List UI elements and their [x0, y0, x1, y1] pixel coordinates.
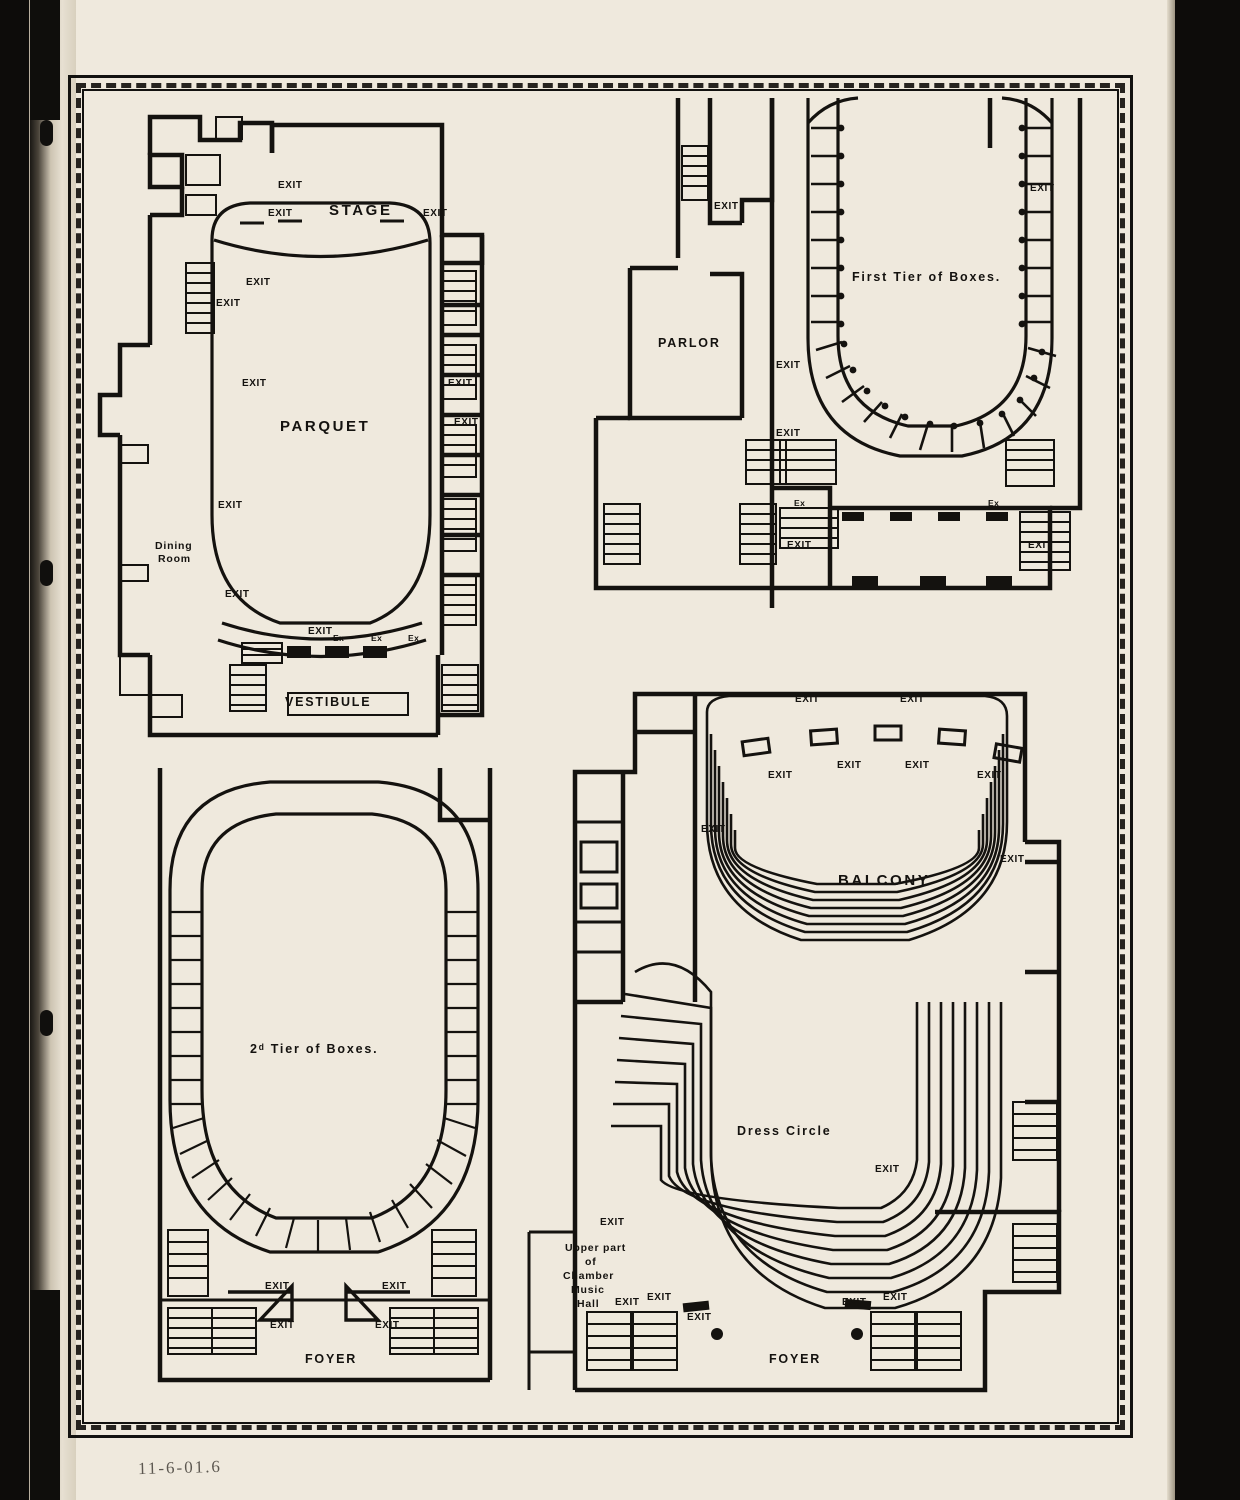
- exit-label: Ex: [333, 633, 345, 643]
- exit-label: EXIT: [787, 540, 812, 551]
- stage-label: STAGE: [329, 202, 393, 219]
- parquet-label: PARQUET: [280, 418, 371, 435]
- chamber-music-hall-label: Upper part: [565, 1242, 627, 1254]
- exit-label: Ex: [408, 633, 420, 643]
- exit-label: EXIT: [1000, 854, 1025, 865]
- second-tier-title: 2ᵈ Tier of Boxes.: [250, 1042, 379, 1056]
- pencil-annotation: 11-6-01.6: [137, 1456, 223, 1479]
- page-edge: [1167, 0, 1175, 1500]
- plan-balcony-dress-circle: [515, 672, 1075, 1412]
- exit-label: EXIT: [265, 1281, 290, 1292]
- exit-label: EXIT: [242, 378, 267, 389]
- exit-label: EXIT: [615, 1297, 640, 1308]
- parlor-label: PARLOR: [658, 336, 721, 350]
- foyer-label-left: FOYER: [305, 1352, 358, 1366]
- exit-label: EXIT: [647, 1292, 672, 1303]
- exit-label: EXIT: [216, 298, 241, 309]
- exit-label: EXIT: [268, 208, 293, 219]
- exit-label: EXIT: [977, 770, 1002, 781]
- exit-label: EXIT: [375, 1320, 400, 1331]
- exit-label: Ex: [988, 498, 1000, 508]
- chamber-music-hall-label-3: Chamber: [563, 1270, 615, 1282]
- exit-label: Ex: [371, 633, 383, 643]
- exit-label: Ex: [794, 498, 806, 508]
- exit-label: EXIT: [714, 201, 739, 212]
- balcony-label: BALCONY: [838, 872, 931, 889]
- exit-label: EXIT: [776, 428, 801, 439]
- exit-label: EXIT: [218, 500, 243, 511]
- first-tier-title: First Tier of Boxes.: [852, 270, 1001, 284]
- exit-label: EXIT: [600, 1217, 625, 1228]
- exit-label: EXIT: [837, 760, 862, 771]
- exit-label: EXIT: [382, 1281, 407, 1292]
- exit-label: EXIT: [1030, 183, 1055, 194]
- background-gutter: [1175, 0, 1240, 1500]
- foyer-label-right: FOYER: [769, 1352, 822, 1366]
- exit-label: EXIT: [795, 694, 820, 705]
- plan-second-tier-of-boxes: [110, 760, 530, 1410]
- exit-label: EXIT: [776, 360, 801, 371]
- chamber-music-hall-label-2: of: [585, 1256, 597, 1268]
- exit-label: EXIT: [246, 277, 271, 288]
- exit-label: EXIT: [701, 824, 726, 835]
- dining-room-label-2: Room: [158, 553, 191, 565]
- plan-first-tier-of-boxes: [590, 88, 1090, 628]
- exit-label: EXIT: [278, 180, 303, 191]
- exit-label: EXIT: [454, 417, 479, 428]
- scanned-page: [30, 0, 1175, 1500]
- plan-parquet: [90, 95, 510, 755]
- chamber-music-hall-label-5: Hall: [577, 1298, 600, 1310]
- exit-label: EXIT: [448, 378, 473, 389]
- exit-label: EXIT: [900, 694, 925, 705]
- exit-label: EXIT: [768, 770, 793, 781]
- exit-label: EXIT: [423, 208, 448, 219]
- exit-label: EXIT: [875, 1164, 900, 1175]
- exit-label: EXIT: [687, 1312, 712, 1323]
- exit-label: EXIT: [1028, 540, 1053, 551]
- exit-label: EXIT: [842, 1297, 867, 1308]
- exit-label: EXIT: [270, 1320, 295, 1331]
- vestibule-label: VESTIBULE: [285, 695, 372, 709]
- dining-room-label: Dining: [155, 540, 193, 552]
- dress-circle-label: Dress Circle: [737, 1124, 832, 1138]
- chamber-music-hall-label-4: Music: [571, 1284, 605, 1296]
- exit-label: EXIT: [225, 589, 250, 600]
- exit-label: EXIT: [883, 1292, 908, 1303]
- exit-label: EXIT: [905, 760, 930, 771]
- exit-label: EXIT: [308, 626, 333, 637]
